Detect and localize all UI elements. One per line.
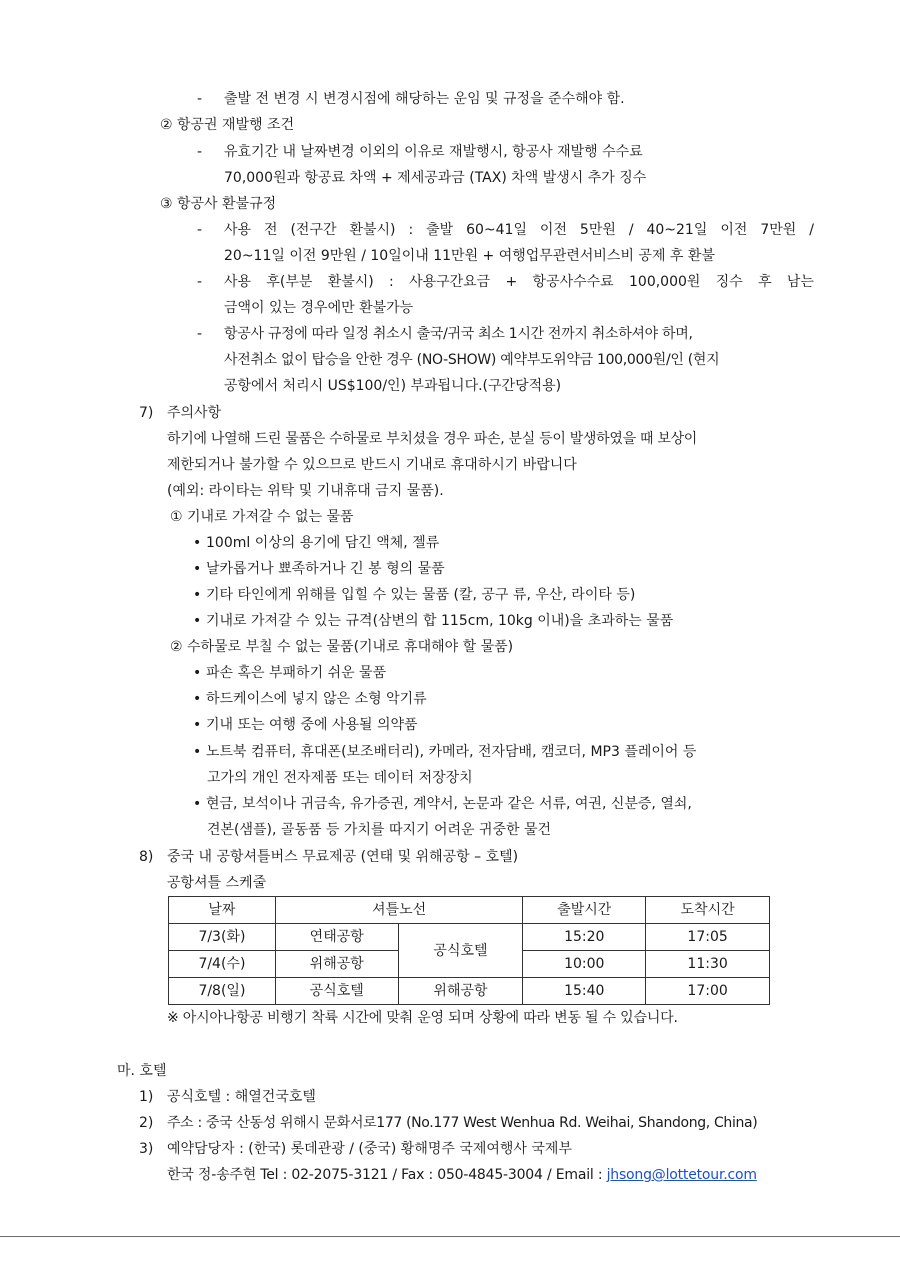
item-number: 2) xyxy=(139,1115,154,1131)
dash-marker: - xyxy=(197,274,203,290)
section-reissue-heading: ② 항공권 재발행 조건 xyxy=(160,117,295,133)
shuttle-heading: 중국 내 공항셔틀버스 무료제공 (연태 및 위해공항 – 호텔) xyxy=(167,849,519,865)
cell-arrival: 11:30 xyxy=(646,951,770,978)
dash-marker: - xyxy=(197,91,203,107)
header-route: 셔틀노선 xyxy=(275,897,523,924)
noshow-rule-1: 항공사 규정에 따라 일정 취소시 출국/귀국 최소 1시간 전까지 취소하셔야 하며, xyxy=(224,326,693,342)
list-item: 하드케이스에 넣지 않은 소형 악기류 xyxy=(206,691,427,707)
cell-date: 7/8(일) xyxy=(169,978,276,1005)
contact-details xyxy=(167,1162,757,1188)
list-item: 기내로 가져갈 수 있는 규격(삼변의 합 115cm, 10kg 이내)을 초과하는 물품 xyxy=(206,613,674,629)
bullet: • xyxy=(193,535,202,551)
email-link[interactable]: jhsong@lottetour.com xyxy=(606,1167,757,1183)
cell-departure: 15:20 xyxy=(523,924,646,951)
list-item: 노트북 컴퓨터, 휴대폰(보조배터리), 카메라, 전자담배, 캠코더, MP3 플레이어 등 xyxy=(206,744,697,760)
dash-marker: - xyxy=(197,144,203,160)
schedule-note: ※ 아시아나항공 비행기 착륙 시간에 맞춰 운영 되며 상황에 따라 변동 될 수 있습니다. xyxy=(167,1010,678,1026)
table-row xyxy=(169,978,770,1005)
caution-paragraph-1: 하기에 나열해 드린 물품은 수하물로 부치셨을 경우 파손, 분실 등이 발생하였을 때 보상이 xyxy=(167,431,698,447)
cell-route-to: 공식호텔 xyxy=(398,924,523,978)
caution-heading: 주의사항 xyxy=(167,405,222,421)
header-departure: 출발시간 xyxy=(523,897,646,924)
cabin-prohibited-heading: ① 기내로 가져갈 수 없는 물품 xyxy=(170,509,354,525)
contact-text: 한국 정-송주현 Tel : 02-2075-3121 / Fax : 050-4845-3004 / Email : xyxy=(167,1167,607,1183)
shuttle-schedule-table xyxy=(168,896,770,1005)
checked-prohibited-heading: ② 수하물로 부칠 수 없는 물품(기내로 휴대해야 할 물품) xyxy=(170,639,514,655)
list-item-continued: 고가의 개인 전자제품 또는 데이터 저장장치 xyxy=(207,770,473,786)
dash-marker: - xyxy=(197,326,203,342)
noshow-rule-2: 사전취소 없이 탑승을 안한 경우 (NO-SHOW) 예약부도위약금 100,000원/인 (현지 xyxy=(224,352,720,368)
cell-route-from: 공식호텔 xyxy=(275,978,398,1005)
cell-date: 7/4(수) xyxy=(169,951,276,978)
bullet: • xyxy=(193,744,202,760)
cell-date: 7/3(화) xyxy=(169,924,276,951)
footer-divider xyxy=(0,1236,900,1237)
reissue-text-1: 유효기간 내 날짜변경 이외의 이유로 재발행시, 항공사 재발행 수수료 xyxy=(224,144,643,160)
official-hotel: 공식호텔 : 해열건국호텔 xyxy=(167,1089,316,1105)
section-refund-heading: ③ 항공사 환불규정 xyxy=(160,196,277,212)
bullet: • xyxy=(193,691,202,707)
hotel-address: 주소 : 중국 산동성 위해시 문화서로177 (No.177 West Wenhua Rd. Weihai, Shandong, China) xyxy=(167,1115,758,1131)
fare-change-rule: 출발 전 변경 시 변경시점에 해당하는 운임 및 규정을 준수해야 함. xyxy=(224,91,625,107)
caution-paragraph-2: 제한되거나 불가할 수 있으므로 반드시 기내로 휴대하시기 바랍니다 xyxy=(167,457,577,473)
hotel-section-title: 마. 호텔 xyxy=(117,1063,167,1079)
cell-route-from: 위해공항 xyxy=(275,951,398,978)
bullet: • xyxy=(193,796,202,812)
refund-after-use-1: 사용 후(부분 환불시) : 사용구간요금 + 항공사수수료 100,000원 징수 후 남는 xyxy=(224,274,814,290)
item-number-7: 7) xyxy=(139,405,154,421)
list-item: 기내 또는 여행 중에 사용될 의약품 xyxy=(206,717,418,733)
header-arrival: 도착시간 xyxy=(646,897,770,924)
cell-route-from: 연태공항 xyxy=(275,924,398,951)
shuttle-schedule-title: 공항셔틀 스케줄 xyxy=(167,875,267,891)
reservation-contact: 예약담당자 : (한국) 롯데관광 / (중국) 황해명주 국제여행사 국제부 xyxy=(167,1141,572,1157)
item-number: 1) xyxy=(139,1089,154,1105)
cell-route-to: 위해공항 xyxy=(398,978,523,1005)
bullet: • xyxy=(193,717,202,733)
list-item: 100ml 이상의 용기에 담긴 액체, 젤류 xyxy=(206,535,440,551)
refund-after-use-2: 금액이 있는 경우에만 환불가능 xyxy=(224,300,414,316)
cell-departure: 10:00 xyxy=(523,951,646,978)
cell-arrival: 17:05 xyxy=(646,924,770,951)
reissue-text-2: 70,000원과 항공료 차액 + 제세공과금 (TAX) 차액 발생시 추가 징수 xyxy=(224,170,647,186)
bullet: • xyxy=(193,587,202,603)
bullet: • xyxy=(193,665,202,681)
caution-paragraph-3: (예외: 라이타는 위탁 및 기내휴대 금지 물품). xyxy=(167,483,444,499)
list-item: 현금, 보석이나 귀금속, 유가증권, 계약서, 논문과 같은 서류, 여권, 신분증, 열쇠, xyxy=(206,796,692,812)
bullet: • xyxy=(193,561,202,577)
item-number: 3) xyxy=(139,1141,154,1157)
header-date: 날짜 xyxy=(169,897,276,924)
dash-marker: - xyxy=(197,222,203,238)
table-row xyxy=(169,924,770,951)
list-item: 파손 혹은 부패하기 쉬운 물품 xyxy=(206,665,387,681)
refund-before-use-1: 사용 전 (전구간 환불시) : 출발 60~41일 이전 5만원 / 40~21일 이전 7만원 / xyxy=(224,222,814,238)
table-header-row xyxy=(169,897,770,924)
item-number-8: 8) xyxy=(139,849,154,865)
cell-arrival: 17:00 xyxy=(646,978,770,1005)
refund-before-use-2: 20~11일 이전 9만원 / 10일이내 11만원 + 여행업무관련서비스비 공제 후 환불 xyxy=(224,248,715,264)
noshow-rule-3: 공항에서 처리시 US$100/인) 부과됩니다.(구간당적용) xyxy=(224,378,562,394)
list-item: 기타 타인에게 위해를 입힐 수 있는 물품 (칼, 공구 류, 우산, 라이타 등) xyxy=(206,587,636,603)
bullet: • xyxy=(193,613,202,629)
list-item-continued: 견본(샘플), 골동품 등 가치를 따지기 어려운 귀중한 물건 xyxy=(207,822,552,838)
list-item: 날카롭거나 뾰족하거나 긴 봉 형의 물품 xyxy=(206,561,445,577)
cell-departure: 15:40 xyxy=(523,978,646,1005)
